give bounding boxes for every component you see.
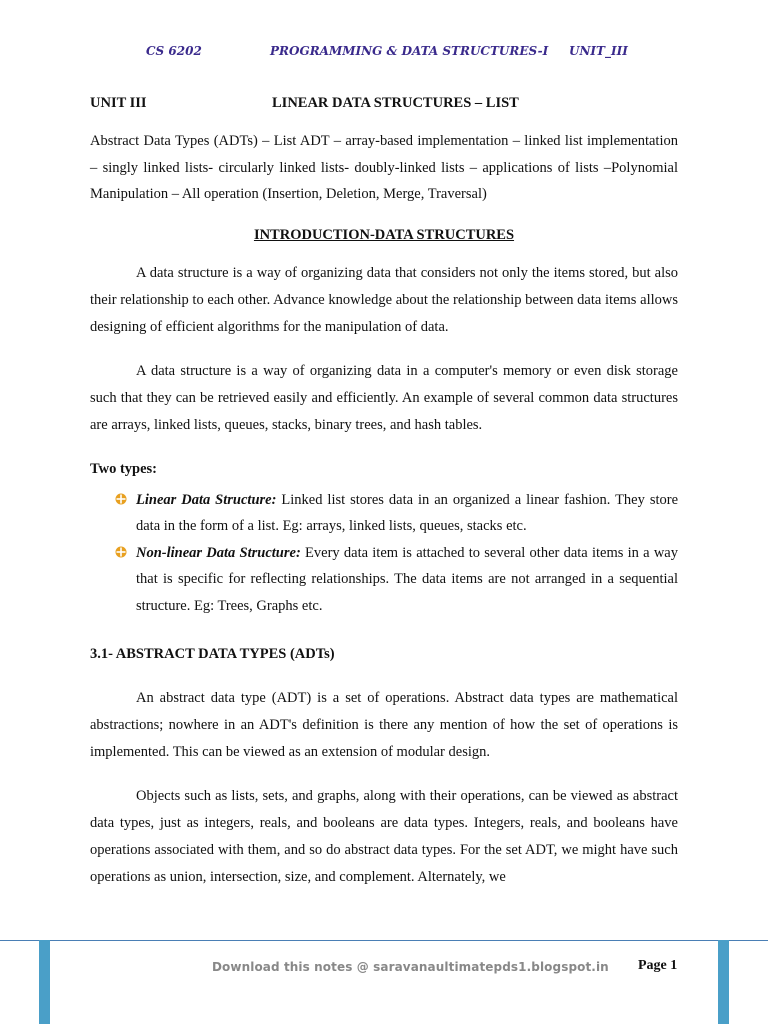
list-term: Non-linear Data Structure: — [136, 544, 301, 561]
adt-paragraph-1: An abstract data type (ADT) is a set of operations. Abstract data types are mathematical abstractions; nowhere in an ADT's definition is there any mention of how the set of operations is implemented. This can be viewed as an extension of modular design. — [90, 689, 678, 760]
page-content — [90, 90, 678, 908]
unit-title-line — [90, 90, 678, 116]
footer-left-bar — [39, 940, 50, 1024]
list-description: Linked list stores data in an organized a linear fashion. They store data in the form of a list. Eg: arrays, linked lists, queues, stacks etc. — [136, 491, 679, 534]
adt-paragraph-2: Objects such as lists, sets, and graphs, along with their operations, can be viewed as abstract data types, just as integers, reals, and booleans are data types. Integers, reals, and booleans have operations associated with them, and so do abstract data types. For the set ADT, we might have such operations as union, intersection, size, and complement. Alternately, we — [90, 787, 678, 885]
intro-paragraph-1: A data structure is a way of organizing data that considers not only the items stored, but also their relationship to each other. Advance knowledge about the relationship between data items allows designing of efficient algorithms for the manipulation of data. — [90, 265, 678, 335]
adt-heading: 3.1- ABSTRACT DATA TYPES (ADTs) — [90, 646, 335, 662]
footer-rule — [0, 940, 768, 941]
unit-title: LINEAR DATA STRUCTURES – LIST — [272, 95, 519, 111]
list-description: Every data item is attached to several other data items in a way that is specific for reflecting relationships. The data items are not arranged in a sequential structure. Eg: Trees, Graphs etc. — [136, 544, 678, 614]
unit-number: UNIT III — [90, 95, 147, 111]
running-header — [0, 44, 768, 64]
page-number: Page 1 — [638, 958, 678, 973]
list-item — [90, 540, 678, 620]
syllabus-text: Abstract Data Types (ADTs) – List ADT – array-based implementation – linked list implementation – singly linked lists- circularly linked lists- doubly-linked lists – applications of lists –Polynomial Manipulation – All operation (Insertion, Deletion, Merge, Traversal) — [90, 133, 678, 202]
course-code: CS 6202 — [146, 44, 202, 58]
list-term: Linear Data Structure: — [136, 491, 277, 508]
unit-label: UNIT_III — [569, 44, 628, 58]
course-title: PROGRAMMING & DATA STRUCTURES-I — [270, 44, 549, 58]
types-list — [90, 487, 678, 620]
intro-paragraph-2: A data structure is a way of organizing data in a computer's memory or even disk storage such that they can be retrieved easily and efficiently. An example of several common data structures are arrays, linked lists, queues, stacks, binary trees, and hash tables. — [90, 363, 678, 433]
orange-circle-bullet-icon — [115, 546, 127, 558]
two-types-heading: Two types: — [90, 461, 157, 477]
orange-circle-bullet-icon — [115, 493, 127, 505]
footer-download-note: Download this notes @ saravanaultimatepds1.blogspot.in — [212, 960, 609, 974]
intro-heading: INTRODUCTION-DATA STRUCTURES — [253, 226, 515, 243]
list-item — [90, 487, 678, 540]
footer-right-bar — [718, 940, 729, 1024]
